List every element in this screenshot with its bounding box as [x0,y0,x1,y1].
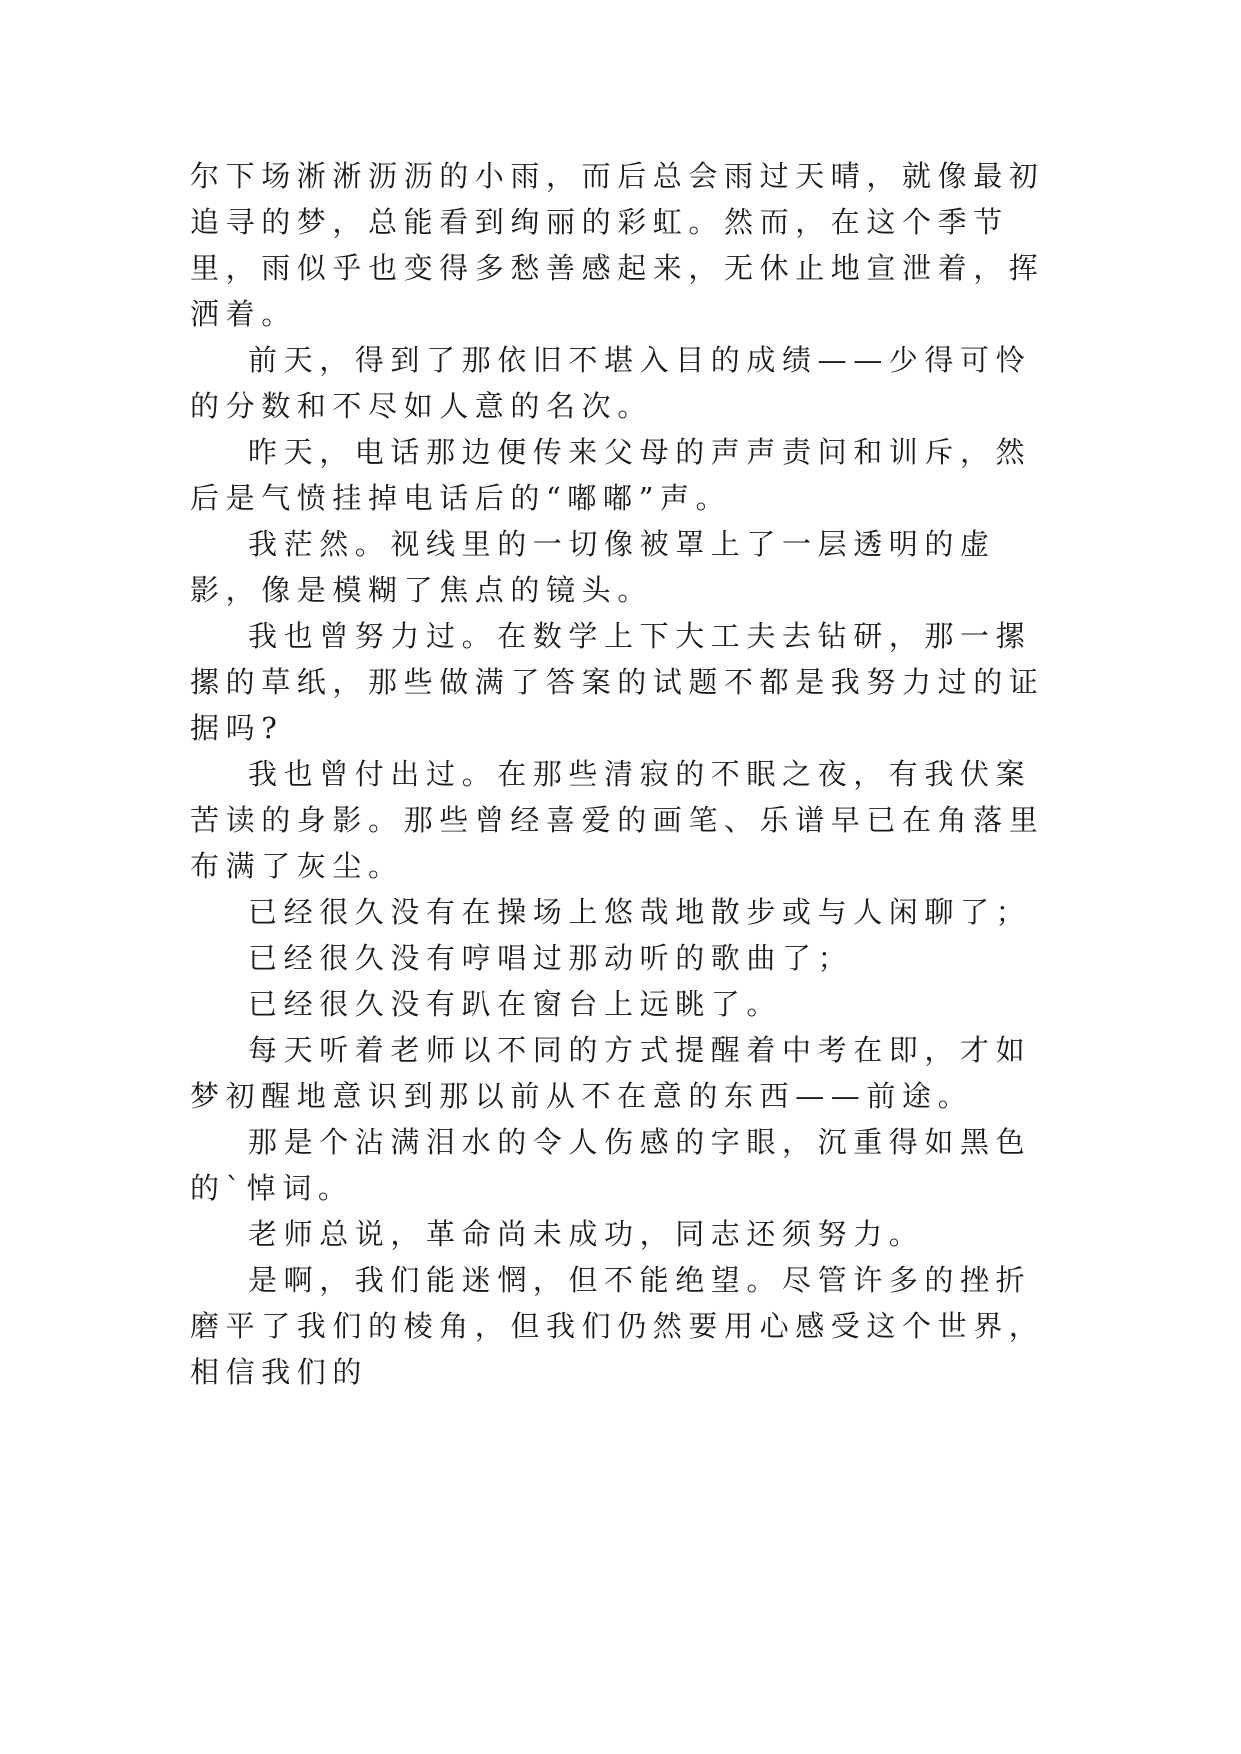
paragraph: 已经很久没有哼唱过那动听的歌曲了； [248,941,854,975]
paragraph: 老师总说，革命尚未成功，同志还须努力。 [248,1217,925,1251]
paragraph: 已经很久没有趴在窗台上远眺了。 [248,987,783,1021]
paragraph: 尔下场淅淅沥沥的小雨，而后总会雨过天晴，就像最初追寻的梦，总能看到绚丽的彩虹。然而，在这个季节里，雨似乎也变得多愁善感起来，无休止地宣泄着，挥洒着。 [190,159,1045,331]
paragraph: 每天听着老师以不同的方式提醒着中考在即，才如梦初醒地意识到那以前从不在意的东西——前途。 [190,1033,1032,1113]
paragraph: 那是个沾满泪水的令人伤感的字眼，沉重得如黑色的`悼词。 [190,1125,1032,1205]
article-body [190,153,1052,1395]
paragraph: 我茫然。视线里的一切像被罩上了一层透明的虚影，像是模糊了焦点的镜头。 [190,527,996,607]
paragraph: 前天，得到了那依旧不堪入目的成绩——少得可怜的分数和不尽如人意的名次。 [190,343,1032,423]
paragraph: 我也曾付出过。在那些清寂的不眠之夜，有我伏案苦读的身影。那些曾经喜爱的画笔、乐谱早已在角落里布满了灰尘。 [190,757,1045,883]
paragraph: 是啊，我们能迷惘，但不能绝望。尽管许多的挫折磨平了我们的棱角，但我们仍然要用心感受这个世界，相信我们的 [190,1263,1045,1389]
paragraph: 昨天，电话那边便传来父母的声声责问和训斥，然后是气愤挂掉电话后的“嘟嘟”声。 [190,435,1032,515]
paragraph: 已经很久没有在操场上悠哉地散步或与人闲聊了； [248,895,1032,929]
paragraph: 我也曾努力过。在数学上下大工夫去钻研，那一摞摞的草纸，那些做满了答案的试题不都是我努力过的证据吗? [190,619,1045,745]
